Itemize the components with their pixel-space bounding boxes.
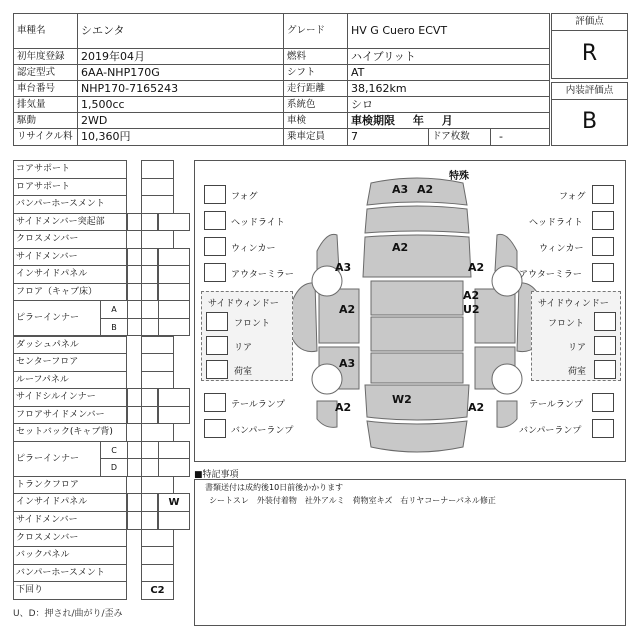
notes-box — [194, 479, 626, 626]
repair-checklist — [13, 160, 190, 600]
checklist-box[interactable] — [127, 265, 142, 284]
checklist-box[interactable] — [127, 406, 142, 425]
doors-value: - — [490, 128, 550, 146]
checklist-box[interactable] — [141, 265, 158, 284]
checklist-box[interactable] — [141, 336, 174, 355]
recycle-value: 10,360円 — [77, 128, 284, 146]
checklist-box[interactable] — [141, 318, 159, 337]
checklist-label: コアサポート — [13, 160, 127, 179]
right-cargo-window-check[interactable] — [594, 360, 616, 379]
code-front-2: A2 — [417, 183, 434, 196]
checklist-box[interactable] — [127, 493, 142, 512]
left-fog-label: フォグ — [231, 192, 258, 202]
interior-score-label: 内装評価点 — [552, 83, 627, 100]
code-front-1: A3 — [392, 183, 409, 196]
color-value: シロ — [347, 96, 550, 113]
left-rear-window-label: リア — [234, 343, 253, 353]
checklist-label: サイドメンバー — [13, 248, 127, 267]
checklist-box[interactable]: W — [158, 493, 190, 512]
checklist-box[interactable] — [141, 248, 158, 267]
right-headlight-label: ヘッドライト — [529, 218, 583, 228]
checklist-box[interactable] — [141, 283, 158, 302]
mileage-value: 38,162km — [347, 80, 550, 97]
right-headlight-check[interactable] — [592, 211, 614, 230]
checklist-box[interactable] — [141, 213, 158, 232]
chassis-value: NHP170-7165243 — [77, 80, 284, 97]
checklist-box[interactable] — [158, 458, 190, 477]
fuel-value: ハイブリット — [347, 48, 550, 65]
right-winker-label: ウィンカー — [539, 244, 584, 254]
right-side-window-group — [531, 291, 621, 381]
checklist-box[interactable] — [141, 195, 174, 214]
notes-line-1: 書類送付は成約後10日前後かかります — [205, 483, 344, 492]
checklist-label: トランクフロア — [13, 476, 127, 495]
checklist-box[interactable] — [141, 493, 158, 512]
checklist-box[interactable] — [141, 546, 174, 565]
color-label: 系統色 — [283, 96, 348, 113]
checklist-box[interactable] — [127, 213, 142, 232]
left-cargo-window-check[interactable] — [206, 360, 228, 379]
right-front-window-label: フロント — [548, 319, 585, 329]
checklist-box[interactable] — [141, 353, 174, 372]
checklist-box[interactable] — [158, 511, 190, 530]
left-mirror-check[interactable] — [204, 263, 226, 282]
checklist-box[interactable] — [141, 371, 174, 390]
checklist-label: サイドメンバー突起部 — [13, 213, 127, 232]
shift-value: AT — [347, 64, 550, 81]
checklist-label: セットバック(キャブ背) — [13, 423, 127, 442]
code-rear: W2 — [392, 393, 412, 406]
checklist-label: ロアサポート — [13, 178, 127, 197]
left-taillamp-label: テールランプ — [231, 400, 285, 410]
drive-label: 駆動 — [13, 112, 78, 129]
right-rear-window-check[interactable] — [594, 336, 616, 355]
left-winker-label: ウィンカー — [231, 244, 276, 254]
checklist-box[interactable] — [141, 441, 159, 460]
left-bumperlamp-check[interactable] — [204, 419, 226, 438]
code-right-rear-quarter: A2 — [468, 401, 485, 414]
score-box — [551, 13, 628, 79]
notes-label: ■特記事項 — [194, 470, 239, 480]
right-fog-check[interactable] — [592, 185, 614, 204]
left-bumperlamp-label: バンパーランプ — [231, 426, 294, 436]
diagram-title: 特殊 — [449, 171, 469, 182]
grade-value: HV G Cuero ECVT — [347, 13, 550, 49]
checklist-box[interactable] — [127, 441, 142, 460]
inspection-value — [347, 112, 550, 129]
checklist-box[interactable] — [158, 300, 190, 319]
checklist-box[interactable] — [141, 423, 174, 442]
type-value: 6AA-NHP170G — [77, 64, 284, 81]
inspection-year: 年 — [412, 114, 424, 127]
model-label: 車種名 — [13, 13, 78, 49]
right-side-window-title: サイドウィンドー — [538, 299, 609, 309]
left-headlight-check[interactable] — [204, 211, 226, 230]
checklist-label: インサイドパネル — [13, 493, 127, 512]
checklist-label: ダッシュパネル — [13, 336, 127, 355]
left-headlight-label: ヘッドライト — [231, 218, 285, 228]
code-right-front-door-1: A2 — [463, 289, 480, 302]
right-winker-check[interactable] — [592, 237, 614, 256]
left-rear-window-check[interactable] — [206, 336, 228, 355]
checklist-box[interactable] — [141, 529, 174, 548]
checklist-box[interactable] — [127, 300, 142, 319]
code-right-front-door-2: U2 — [463, 303, 480, 316]
right-mirror-check[interactable] — [592, 263, 614, 282]
inspection-text: 車検期限 — [351, 114, 395, 127]
fuel-label: 燃料 — [283, 48, 348, 65]
checklist-box[interactable] — [127, 388, 142, 407]
checklist-box[interactable] — [158, 318, 190, 337]
checklist-label: ピラーインナー — [13, 441, 101, 477]
doors-label: ドア枚数 — [428, 128, 491, 146]
checklist-box[interactable] — [127, 458, 142, 477]
code-left-front-door: A2 — [339, 303, 356, 316]
right-mirror-label: アウターミラー — [519, 270, 582, 280]
checklist-box[interactable] — [141, 230, 174, 249]
checklist-box[interactable] — [141, 564, 174, 583]
checklist-sub-label: D — [100, 458, 128, 477]
checklist-label: クロスメンバー — [13, 529, 127, 548]
code-right-front-fender: A2 — [468, 261, 485, 274]
displacement-value: 1,500cc — [77, 96, 284, 113]
left-taillamp-check[interactable] — [204, 393, 226, 412]
right-taillamp-label: テールランプ — [529, 400, 583, 410]
score-label: 評価点 — [552, 14, 627, 31]
checklist-label: フロア（キャブ床） — [13, 283, 127, 302]
checklist-label: インサイドパネル — [13, 265, 127, 284]
checklist-label: サイドシルインナー — [13, 388, 127, 407]
checklist-box[interactable] — [158, 283, 190, 302]
right-bumperlamp-check[interactable] — [592, 419, 614, 438]
notes-line-2: シートスレ 外装付着物 社外アルミ 荷物室キズ 右リヤコーナーパネル修正 — [209, 496, 496, 505]
left-cargo-window-label: 荷室 — [234, 367, 253, 377]
right-bumperlamp-label: バンパーランプ — [519, 426, 582, 436]
checklist-label: ルーフパネル — [13, 371, 127, 390]
checklist-box[interactable] — [141, 458, 159, 477]
first-reg-label: 初年度登録 — [13, 48, 78, 65]
model-value: シエンタ — [77, 13, 284, 49]
checklist-box[interactable]: C2 — [141, 581, 174, 600]
checklist-sub-label: C — [100, 441, 128, 460]
right-cargo-window-label: 荷室 — [568, 367, 587, 377]
left-fog-check[interactable] — [204, 185, 226, 204]
right-rear-window-label: リア — [568, 343, 587, 353]
code-hood: A2 — [392, 241, 409, 254]
car-outline — [287, 171, 547, 459]
capacity-value: 7 — [347, 128, 429, 146]
grade-label: グレード — [283, 13, 348, 49]
checklist-box[interactable] — [158, 248, 190, 267]
checklist-box[interactable] — [158, 265, 190, 284]
mileage-label: 走行距離 — [283, 80, 348, 97]
left-winker-check[interactable] — [204, 237, 226, 256]
checklist-box[interactable] — [127, 283, 142, 302]
right-front-window-check[interactable] — [594, 312, 616, 331]
inspection-month: 月 — [441, 114, 453, 127]
first-reg-value: 2019年04月 — [77, 48, 284, 65]
drive-value: 2WD — [77, 112, 284, 129]
interior-score-box — [551, 82, 628, 146]
code-left-front-fender: A3 — [335, 261, 352, 274]
checklist-box[interactable] — [141, 300, 159, 319]
displacement-label: 排気量 — [13, 96, 78, 113]
spec-table — [13, 13, 550, 146]
code-left-rear-quarter: A2 — [335, 401, 352, 414]
left-mirror-label: アウターミラー — [231, 270, 294, 280]
recycle-label: リサイクル料 — [13, 128, 78, 146]
checklist-label: バンパーホースメント — [13, 195, 127, 214]
checklist-box[interactable] — [158, 441, 190, 460]
left-side-window-group — [201, 291, 293, 381]
checklist-label: サイドメンバー — [13, 511, 127, 530]
checklist-label: フロアサイドメンバー — [13, 406, 127, 425]
capacity-label: 乗車定員 — [283, 128, 348, 146]
checklist-label: バックパネル — [13, 546, 127, 565]
code-left-rear-door: A3 — [339, 357, 356, 370]
checklist-label: センターフロア — [13, 353, 127, 372]
score-value: R — [581, 41, 598, 66]
checklist-sub-label: B — [100, 318, 128, 337]
left-side-window-title: サイドウィンドー — [208, 299, 279, 309]
checklist-box[interactable] — [141, 178, 174, 197]
checklist-label: ピラーインナー — [13, 300, 101, 336]
chassis-label: 車台番号 — [13, 80, 78, 97]
checklist-box[interactable] — [141, 388, 158, 407]
checklist-box[interactable] — [141, 406, 158, 425]
type-label: 認定型式 — [13, 64, 78, 81]
checklist-box[interactable] — [158, 213, 190, 232]
checklist-label: クロスメンバー — [13, 230, 127, 249]
checklist-sub-label: A — [100, 300, 128, 319]
left-front-window-check[interactable] — [206, 312, 228, 331]
checklist-box[interactable] — [158, 406, 190, 425]
right-fog-label: フォグ — [559, 192, 586, 202]
checklist-box[interactable] — [141, 476, 174, 495]
checklist-legend: U、D：押され/曲がり/歪み — [13, 609, 123, 619]
checklist-box[interactable] — [127, 318, 142, 337]
checklist-box[interactable] — [127, 248, 142, 267]
checklist-box[interactable] — [158, 388, 190, 407]
checklist-box[interactable] — [127, 511, 142, 530]
inspection-label: 車検 — [283, 112, 348, 129]
interior-score-value: B — [581, 109, 598, 134]
left-front-window-label: フロント — [234, 319, 271, 329]
checklist-box[interactable] — [141, 511, 158, 530]
checklist-label: バンパーホースメント — [13, 564, 127, 583]
right-taillamp-check[interactable] — [592, 393, 614, 412]
checklist-label: 下回り — [13, 581, 127, 600]
checklist-box[interactable] — [141, 160, 174, 179]
shift-label: シフト — [283, 64, 348, 81]
car-diagram — [194, 160, 626, 462]
